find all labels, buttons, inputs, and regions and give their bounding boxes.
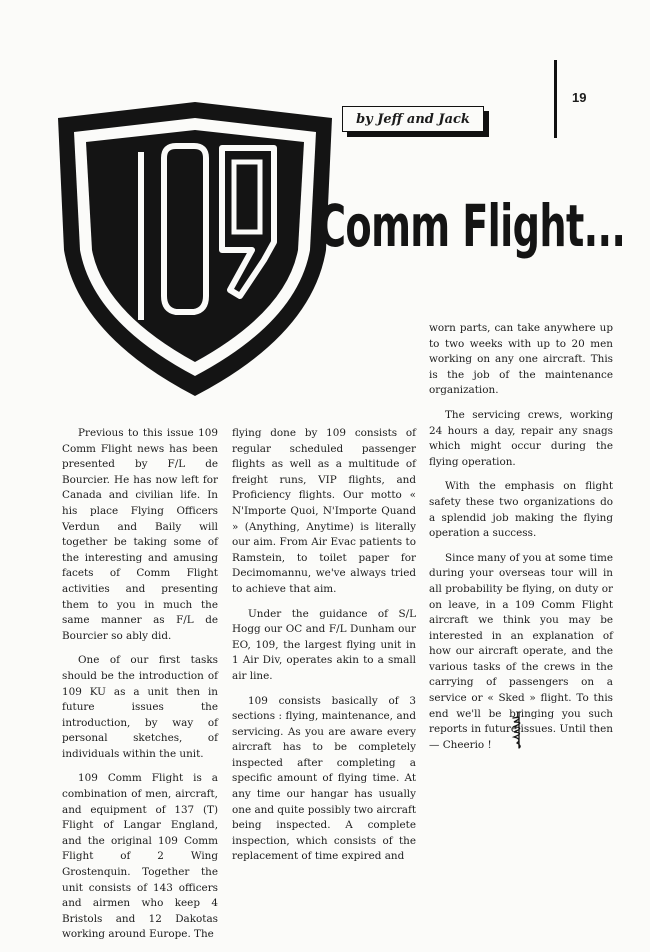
paragraph: worn parts, can take anywhere up to two weeks with up to 20 men working on any one aircraft. This is the job of the maintenance organization. bbox=[429, 322, 613, 397]
paragraph: Previous to this issue 109 Comm Flight news has been presented by F/L de Bourcier. He has now left for Canada and civilian life. In his place Flying Officers Verdun and Baily will together be taking some of the interesting and amusing facets of Comm Flight activities and presenting them to you in much the same manner as F/L de Bourcier so ably did. bbox=[62, 427, 218, 642]
byline: by Jeff and Jack bbox=[356, 111, 470, 127]
handwritten-signature-icon bbox=[508, 710, 530, 750]
paragraph: Since many of you at some time during your overseas tour will in all probability be flying, on duty or on leave, in a 109 Comm Flight aircraft we think you may be interested in an explanation of how our aircraft operate, and the various tasks of the crews in the carrying of passengers on a service or « Sked » flight. To this end we'll be bringing you such reports in future issues. Until then — Cheerio ! bbox=[429, 551, 613, 751]
paragraph: With the emphasis on flight safety these two organizations do a splendid job making the flying operation a success. bbox=[429, 480, 613, 540]
byline-box bbox=[342, 106, 492, 138]
paragraph: The servicing crews, working 24 hours a day, repair any snags which might occur during the flying operation. bbox=[429, 408, 613, 468]
column-right bbox=[429, 321, 613, 762]
109-shield-emblem-icon bbox=[52, 100, 338, 400]
page-number: 19 bbox=[572, 90, 587, 105]
paragraph: One of our first tasks should be the introduction of 109 KU as a unit then in future issues the introduction, by way of personal sketches, of individuals within the unit. bbox=[62, 654, 218, 760]
column-middle bbox=[232, 426, 416, 874]
paragraph: Under the guidance of S/L Hogg our OC and F/L Dunham our EO, 109, the largest flying unit in 1 Air Div, operates akin to a small air line. bbox=[232, 607, 416, 682]
headline: Comm Flight... bbox=[318, 192, 626, 260]
byline-frame bbox=[342, 106, 484, 132]
paragraph: 109 Comm Flight is a combination of men, aircraft, and equipment of 137 (T) Flight of Langar England, and the original 109 Comm Flight of 2 Wing Grostenquin. Together the unit consists of 143 officers and airmen who keep 4 Bristols and 12 Dakotas working around Europe. The bbox=[62, 772, 218, 941]
vertical-rule bbox=[554, 60, 557, 138]
paragraph: flying done by 109 consists of regular scheduled passenger flights as well as a multitude of freight runs, VIP flights, and Proficiency flights. Our motto « N'Importe Quoi, N'Importe Quand » (Anything, Anytime) is literally our aim. From Air Evac patients to Ramstein, to toilet paper for Decimomannu, we've always tried to achieve that aim. bbox=[232, 427, 416, 595]
column-left bbox=[62, 426, 218, 952]
paragraph: 109 consists basically of 3 sections : flying, maintenance, and servicing. As you are aware every aircraft has to be completely inspected after completing a specific amount of flying time. At any time our hangar has usually one and quite possibly two aircraft being inspected. A complete inspection, which consists of the replacement of time expired and bbox=[232, 694, 416, 863]
